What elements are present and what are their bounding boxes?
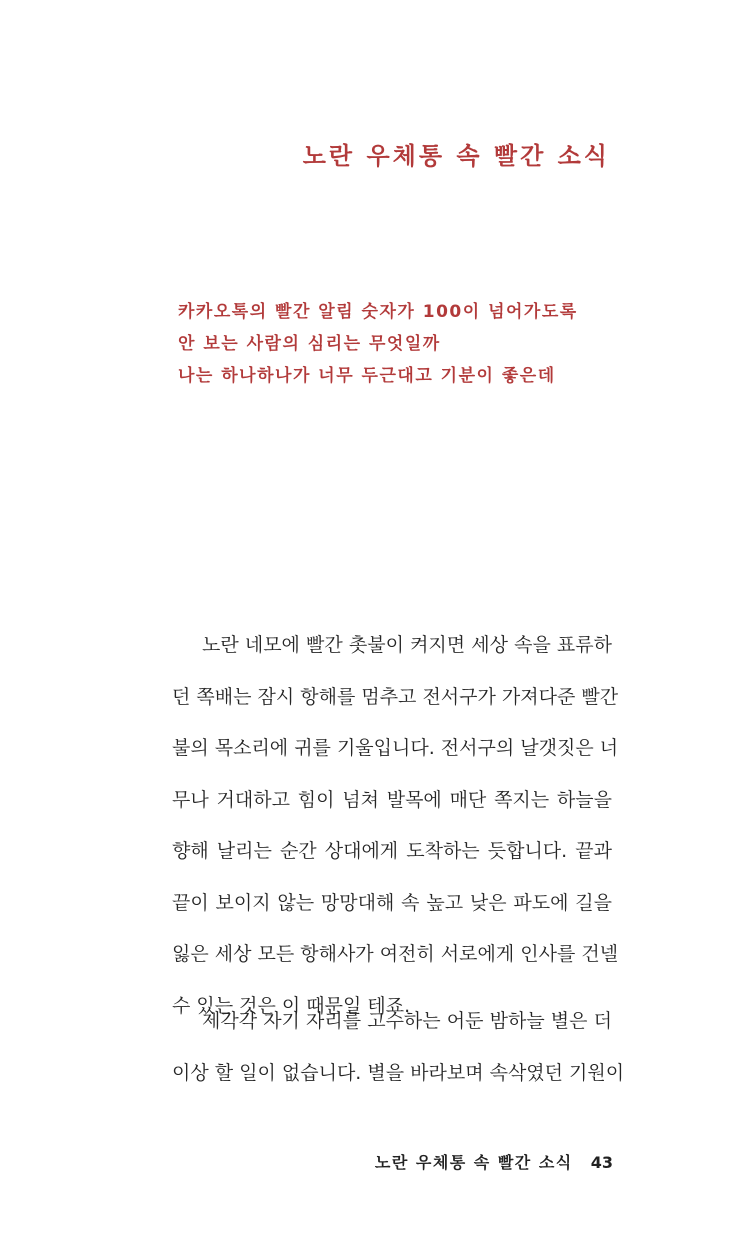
epigraph-line: 카카오톡의 빨간 알림 숫자가 100이 넘어가도록 xyxy=(178,302,578,322)
text-line: 불의 목소리에 귀를 기울입니다. 전서구의 날갯짓은 너 xyxy=(172,737,619,759)
text-line: 제각각 자기 자리를 고수하는 어둔 밤하늘 별은 더 xyxy=(202,1010,612,1032)
text-line: 이상 할 일이 없습니다. 별을 바라보며 속삭였던 기원이 xyxy=(172,1061,625,1084)
body-paragraph xyxy=(172,996,625,1099)
body-paragraph xyxy=(172,620,619,1032)
epigraph-line: 안 보는 사람의 심리는 무엇일까 xyxy=(178,334,441,354)
running-title: 노란 우체통 속 빨간 소식 xyxy=(374,1153,573,1172)
page-footer xyxy=(375,1150,613,1173)
text-line: 잃은 세상 모든 항해사가 여전히 서로에게 인사를 건넬 xyxy=(172,943,619,965)
epigraph-line: 나는 하나하나가 너무 두근대고 기분이 좋은데 xyxy=(178,366,556,386)
epigraph xyxy=(178,296,578,392)
page-number: 43 xyxy=(590,1153,613,1172)
text-line: 던 쪽배는 잠시 항해를 멈추고 전서구가 가져다준 빨간 xyxy=(172,685,619,708)
chapter-title: 노란 우체통 속 빨간 소식 xyxy=(302,142,610,170)
text-line: 끝이 보이지 않는 망망대해 속 높고 낮은 파도에 길을 xyxy=(172,891,612,914)
text-line: 무나 거대하고 힘이 넘쳐 발목에 매단 쪽지는 하늘을 xyxy=(172,788,612,811)
text-line: 향해 날리는 순간 상대에게 도착하는 듯합니다. 끝과 xyxy=(172,840,612,862)
text-line: 노란 네모에 빨간 촛불이 켜지면 세상 속을 표류하 xyxy=(202,634,612,656)
text-line: 수 있는 것은 이 때문일 테죠. xyxy=(172,994,411,1017)
